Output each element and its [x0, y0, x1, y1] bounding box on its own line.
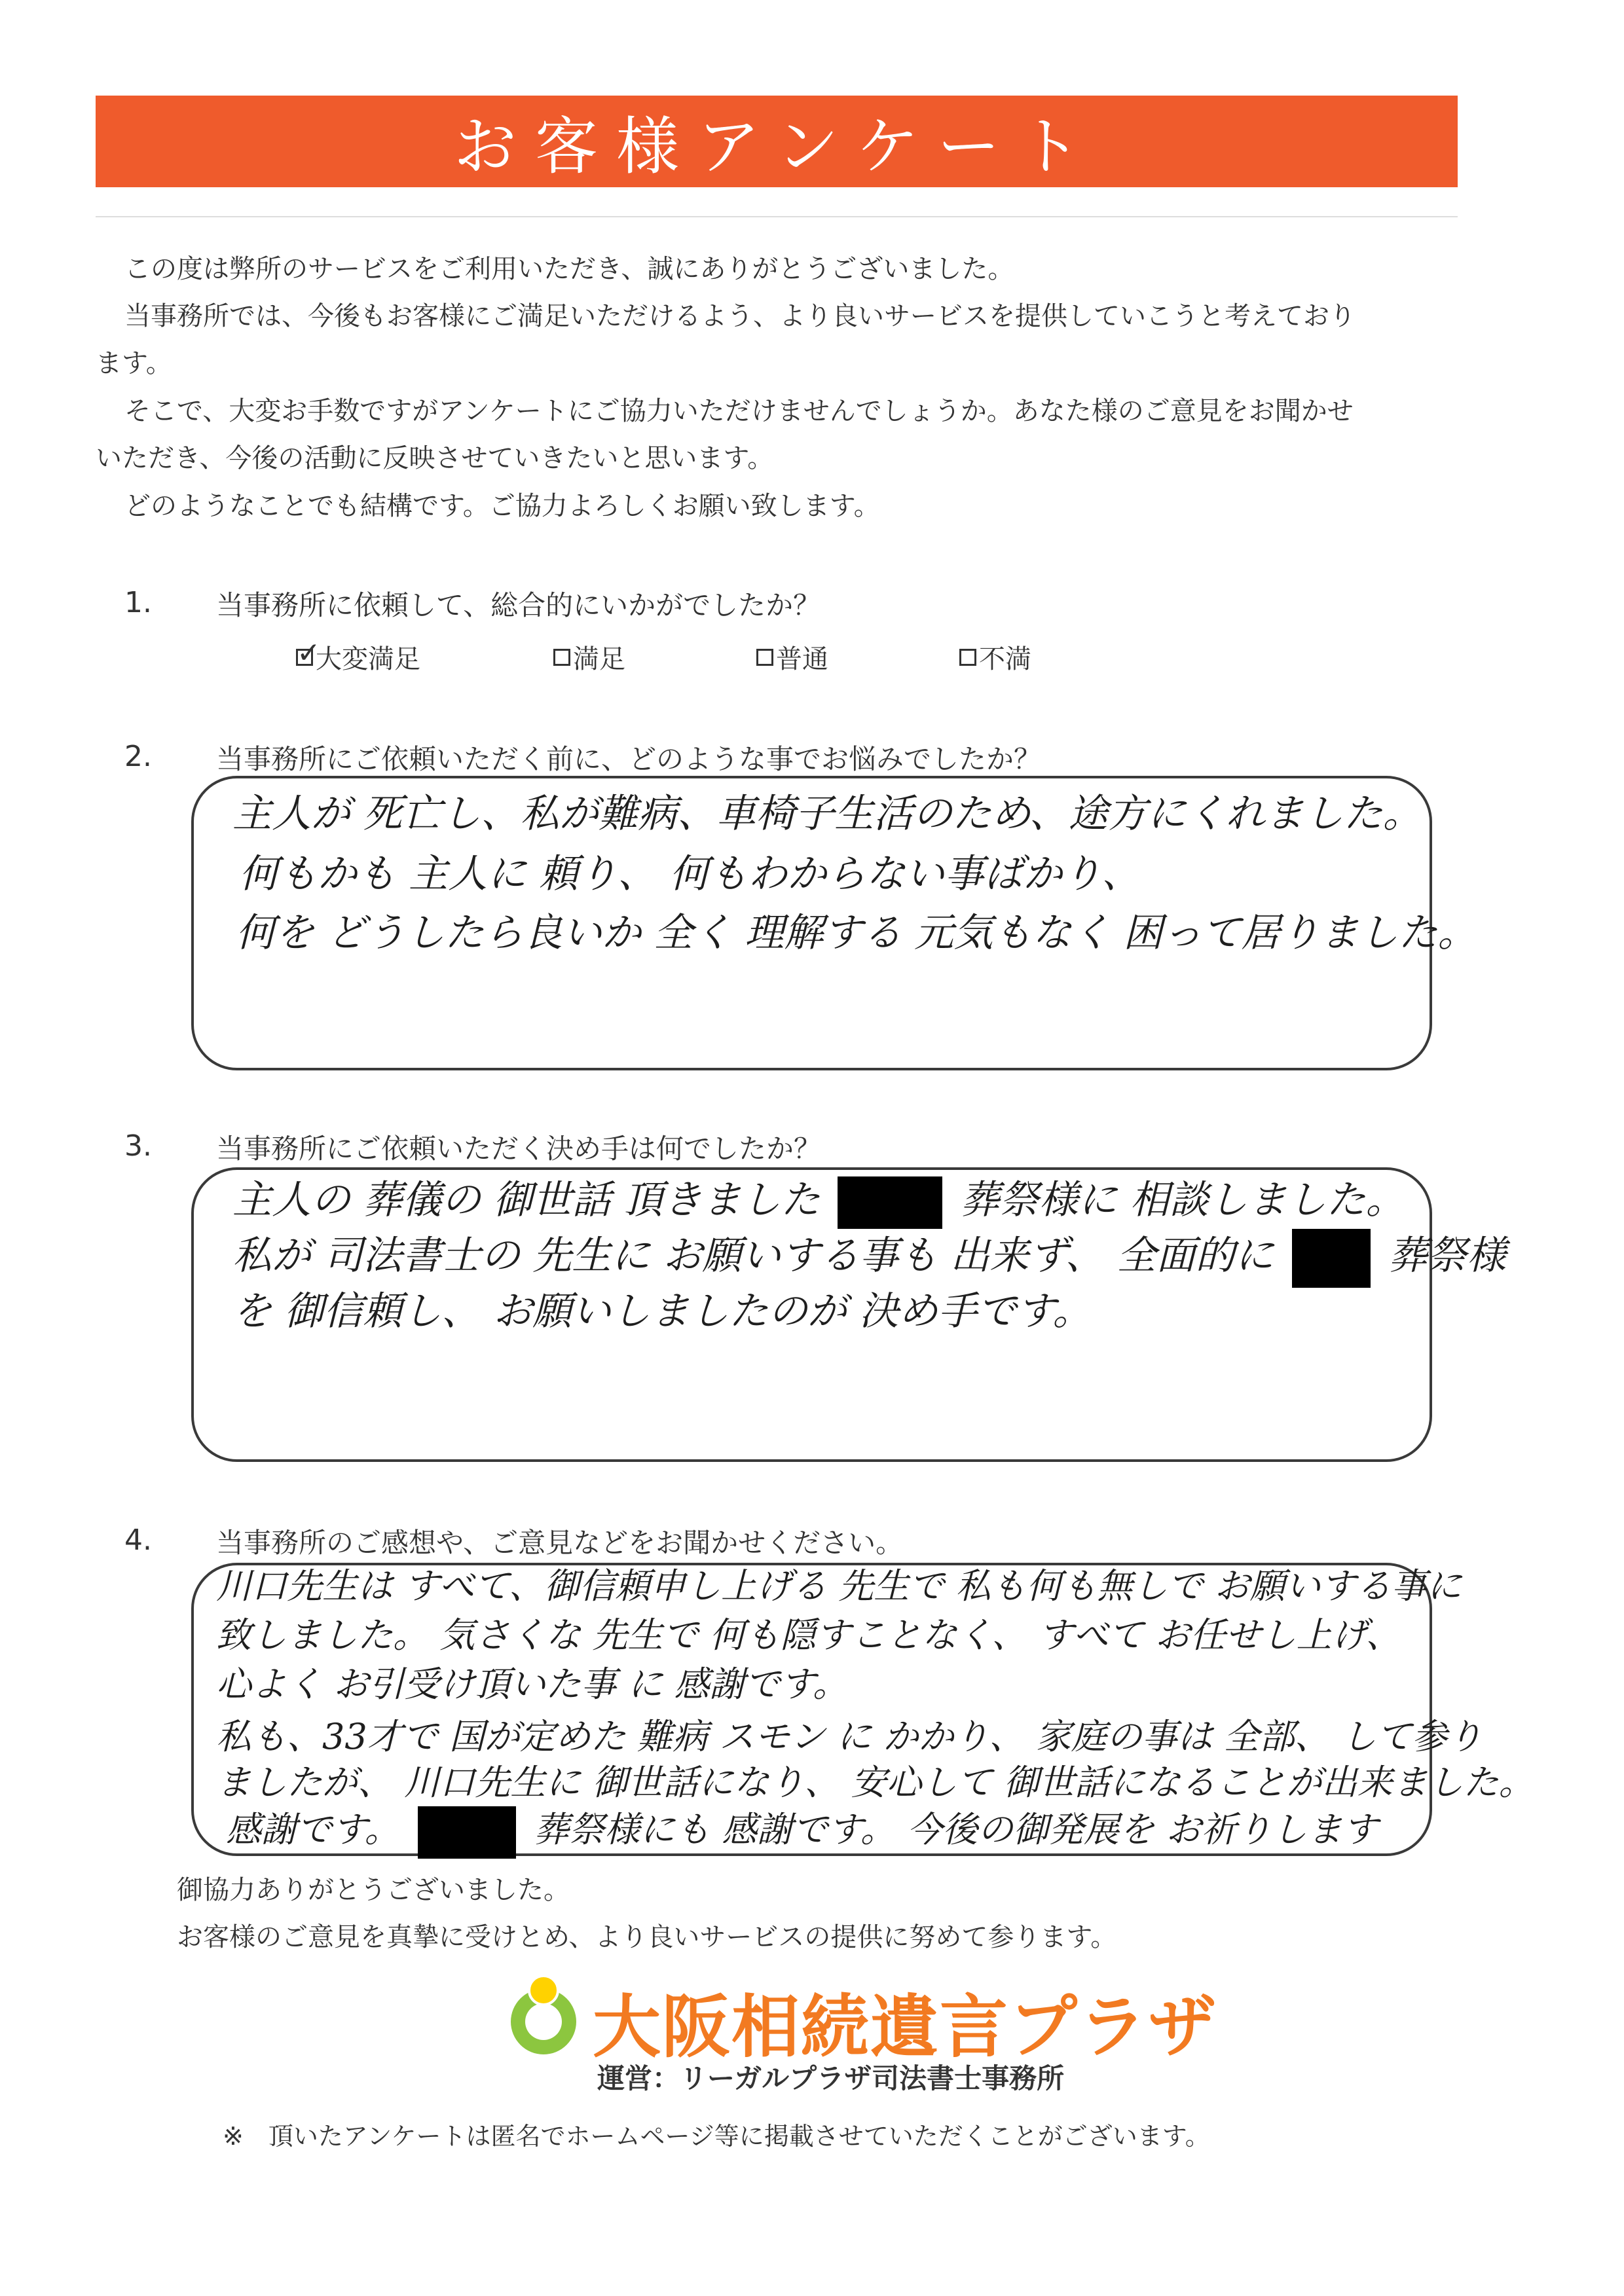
question-4-text: 当事務所のご感想や、ご意見などをお聞かせください。 — [216, 1527, 904, 1559]
intro-line-6: どのようなことでも結構です。ご協力よろしくお願い致します。 — [124, 491, 880, 521]
question-2-number: 2. — [124, 740, 152, 773]
handwritten-answer-4-line-4: 私も、33才で 国が定めた 難病 スモン に かかり、 家庭の事は 全部、 して参り — [216, 1716, 1483, 1757]
intro-line-1: この度は弊所のサービスをご利用いただき、誠にありがとうございました。 — [124, 254, 1014, 284]
handwritten-answer-2-line-3: 何を どうしたら良いか 全く 理解する 元気もなく 困って居りました。 — [236, 910, 1477, 956]
handwritten-answer-3-line-1 — [232, 1169, 1405, 1229]
logo-mark-icon — [501, 1971, 586, 2056]
answer-4-text-a: 感謝です。 — [226, 1809, 400, 1850]
handwritten-answer-3-line-2 — [232, 1224, 1506, 1288]
redaction-block — [838, 1176, 942, 1229]
handwritten-answer-3-line-3: を 御信頼し、 お願いしましたのが 決め手です。 — [232, 1288, 1092, 1334]
handwritten-answer-4-line-6 — [226, 1802, 1378, 1859]
redaction-block — [418, 1806, 516, 1859]
question-2-text: 当事務所にご依頼いただく前に、どのような事でお悩みでしたか？ — [216, 743, 1042, 775]
logo-text: 大阪相続遺言プラザ — [593, 1987, 1218, 2067]
checkbox-checked[interactable] — [296, 636, 321, 670]
handwritten-answer-4-line-3: 心よく お引受け頂いた事 に 感謝です。 — [216, 1664, 849, 1705]
answer-3-text-b: 葬祭様に 相談しました。 — [960, 1177, 1405, 1223]
option-label: 大変満足 — [316, 644, 420, 674]
answer-3-text-d: 葬祭様 — [1388, 1233, 1506, 1279]
intro-line-2: 当事務所では、今後もお客様にご満足いただけるよう、より良いサービスを提供していこうと考えており — [124, 301, 1356, 331]
question-3-number: 3. — [124, 1129, 152, 1163]
handwritten-answer-4-line-2: 致しました。 気さくな 先生で 何も隠すことなく、 すべて お任せし上げ、 — [216, 1614, 1401, 1656]
handwritten-answer-4-line-5: ましたが、 川口先生に 御世話になり、 安心して 御世話になることが出来ました。 — [216, 1762, 1534, 1803]
intro-line-4: そこで、大変お手数ですがアンケートにご協力いただけませんでしょうか。あなた様のご意見をお聞かせ — [124, 396, 1354, 426]
question-1-text: 当事務所に依頼して、総合的にいかがでしたか？ — [216, 589, 821, 621]
checkbox[interactable] — [553, 649, 570, 666]
handwritten-answer-4-line-1: 川口先生は すべて、御信頼申し上げる 先生で 私も何も無しで お願いする事に — [216, 1565, 1462, 1607]
closing-line-2: お客様のご意見を真摯に受けとめ、より良いサービスの提供に努めて参ります。 — [177, 1922, 1117, 1952]
option-neutral[interactable] — [756, 638, 828, 676]
intro-line-5: いただき、今後の活動に反映させていきたいと思います。 — [96, 443, 774, 473]
question-3-text: 当事務所にご依頼いただく決め手は何でしたか？ — [216, 1133, 822, 1165]
answer-3-text-c: 私が 司法書士の 先生に お願いする事も 出来ず、 全面的に — [232, 1233, 1274, 1279]
check-mark-icon: ✓ — [297, 636, 321, 670]
page-title: お客様アンケート — [453, 109, 1100, 183]
logo-operator: 運営：リーガルプラザ司法書士事務所 — [597, 2062, 1065, 2094]
redaction-block — [1292, 1229, 1371, 1288]
header-banner — [96, 96, 1458, 187]
answer-3-text-a: 主人の 葬儀の 御世話 頂きました — [232, 1177, 821, 1223]
closing-line-1: 御協力ありがとうございました。 — [177, 1875, 570, 1905]
checkbox[interactable] — [756, 649, 773, 666]
handwritten-answer-2-line-2: 何もかも 主人に 頼り、 何もわからない事ばかり、 — [239, 851, 1141, 897]
option-very-satisfied[interactable] — [296, 638, 420, 676]
option-label: 満足 — [573, 644, 625, 674]
option-satisfied[interactable] — [553, 638, 625, 676]
question-4-number: 4. — [124, 1523, 152, 1557]
option-label: 普通 — [776, 644, 828, 674]
handwritten-answer-2-line-1: 主人が 死亡し、私が難病、車椅子生活のため、途方にくれました。 — [232, 791, 1422, 837]
header-divider — [96, 216, 1458, 217]
footnote: ※ 頂いたアンケートは匿名でホームページ等に掲載させていただくことがございます。 — [223, 2122, 1210, 2151]
answer-4-text-b: 葬祭様にも 感謝です。 今後の御発展を お祈りします — [534, 1809, 1378, 1850]
checkbox[interactable] — [959, 649, 976, 666]
option-dissatisfied[interactable] — [959, 638, 1031, 676]
option-label: 不満 — [979, 644, 1031, 674]
question-1-number: 1. — [124, 586, 152, 619]
intro-line-3: ます。 — [96, 348, 172, 378]
